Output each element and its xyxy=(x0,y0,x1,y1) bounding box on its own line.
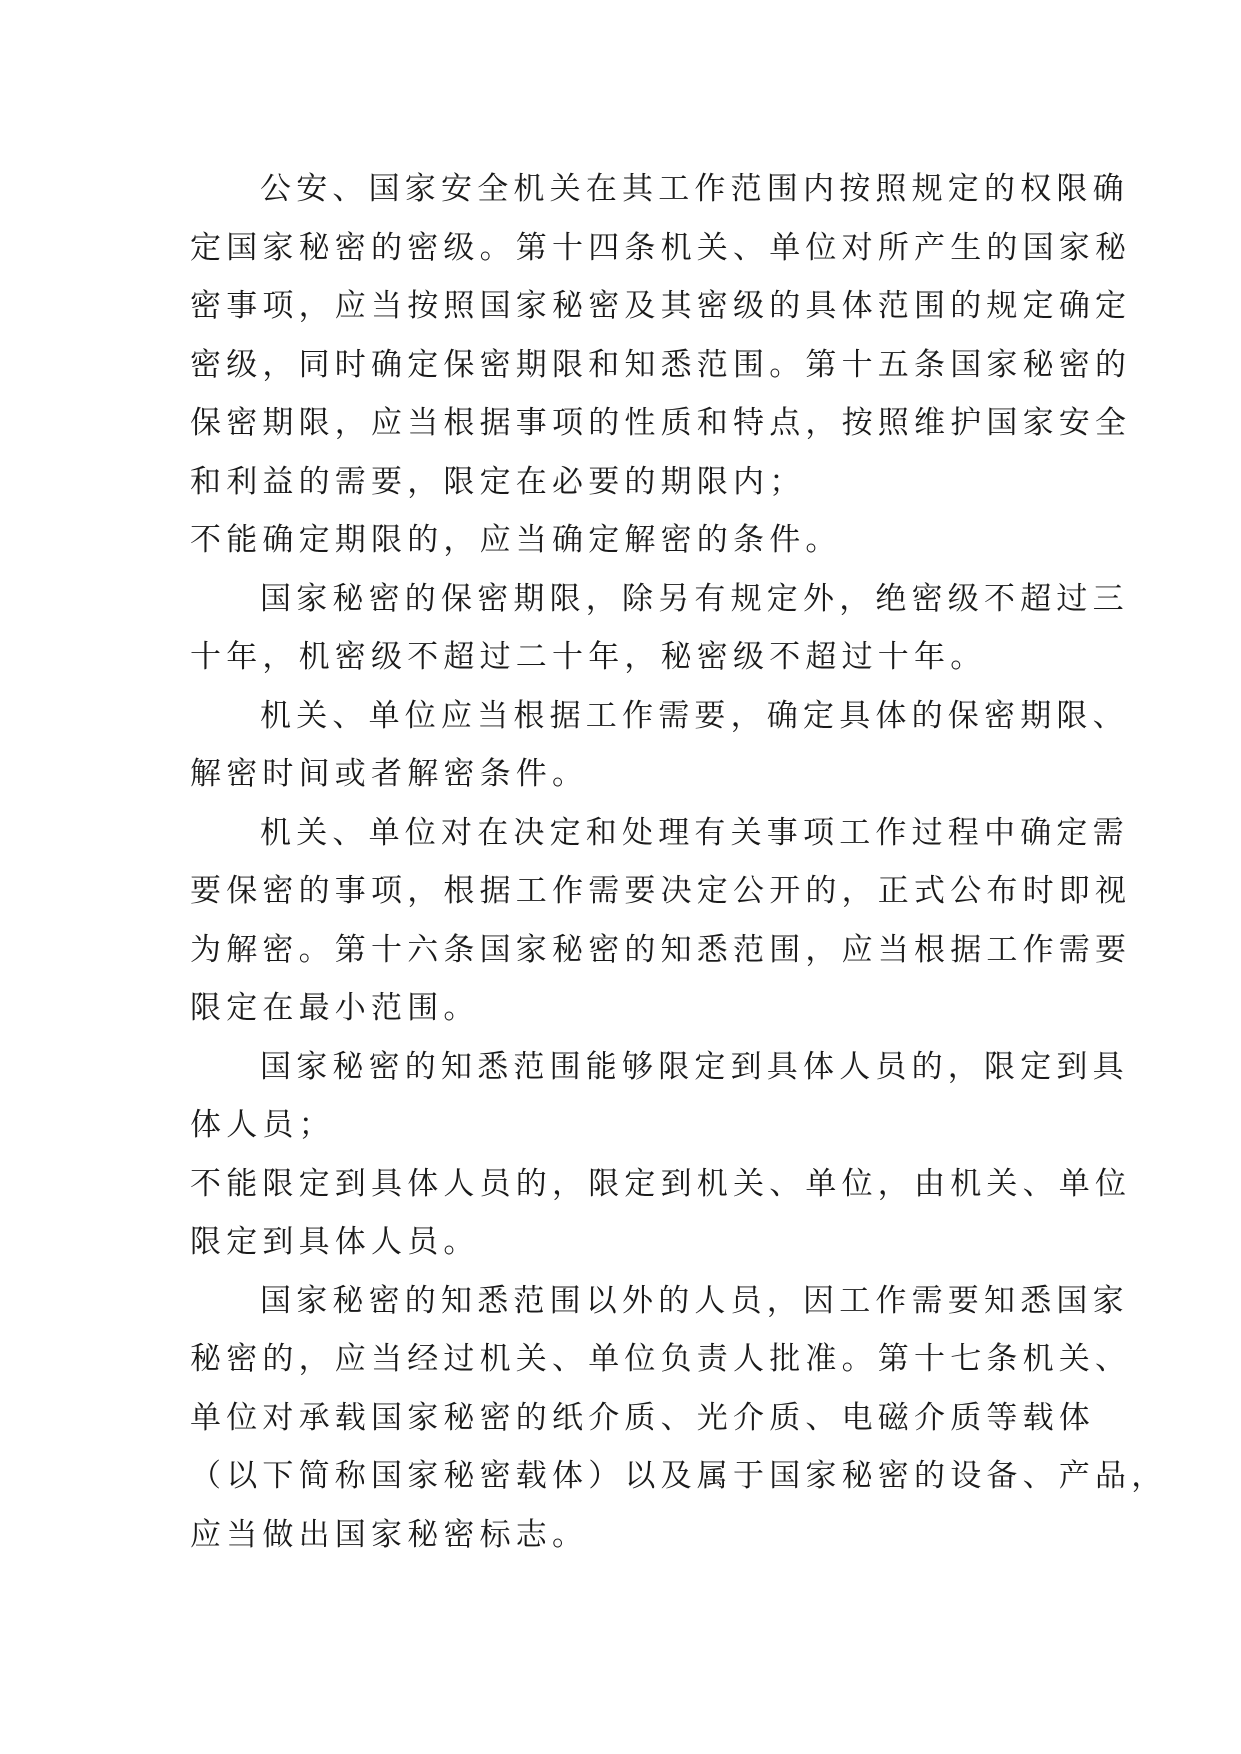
text-line: 国家秘密的知悉范围能够限定到具体人员的，限定到具 xyxy=(260,1048,1129,1085)
text-line: 机关、单位对在决定和处理有关事项工作过程中确定需 xyxy=(260,814,1129,851)
text-line: 十年，机密级不超过二十年，秘密级不超过十年。 xyxy=(190,639,987,675)
text-line: 定国家秘密的密级。第十四条机关、单位对所产生的国家秘 xyxy=(190,229,1132,266)
text-line: 限定到具体人员。 xyxy=(190,1224,480,1260)
text-line: 不能确定期限的，应当确定解密的条件。 xyxy=(190,522,842,558)
text-line: 国家秘密的保密期限，除另有规定外，绝密级不超过三 xyxy=(260,580,1129,617)
text-line: 国家秘密的知悉范围以外的人员，因工作需要知悉国家 xyxy=(260,1282,1129,1319)
document-body xyxy=(190,160,1168,1564)
text-line: 应当做出国家秘密标志。 xyxy=(190,1516,589,1553)
text-line: 限定在最小范围。 xyxy=(190,990,480,1026)
text-line: 公安、国家安全机关在其工作范围内按照规定的权限确 xyxy=(260,171,1129,207)
text-line: 体人员； xyxy=(190,1107,335,1143)
text-line: 密级，同时确定保密期限和知悉范围。第十五条国家秘密的 xyxy=(190,346,1132,383)
text-line: 要保密的事项，根据工作需要决定公开的，正式公布时即视 xyxy=(190,873,1132,909)
text-line: 和利益的需要，限定在必要的期限内； xyxy=(190,463,806,500)
text-line: 秘密的，应当经过机关、单位负责人批准。第十七条机关、 xyxy=(190,1341,1132,1377)
text-line: 密事项，应当按照国家秘密及其密级的具体范围的规定确定 xyxy=(190,288,1132,324)
text-line: 机关、单位应当根据工作需要，确定具体的保密期限、 xyxy=(260,697,1129,734)
text-line: 单位对承载国家秘密的纸介质、光介质、电磁介质等载体 xyxy=(190,1399,1095,1436)
text-line: 解密时间或者解密条件。 xyxy=(190,756,589,792)
text-line: 不能限定到具体人员的，限定到机关、单位，由机关、单位 xyxy=(190,1165,1132,1202)
text-line: （以下简称国家秘密载体）以及属于国家秘密的设备、产品， xyxy=(190,1458,1168,1494)
text-line: 为解密。第十六条国家秘密的知悉范围，应当根据工作需要 xyxy=(190,931,1132,968)
text-line: 保密期限，应当根据事项的性质和特点，按照维护国家安全 xyxy=(190,405,1132,441)
